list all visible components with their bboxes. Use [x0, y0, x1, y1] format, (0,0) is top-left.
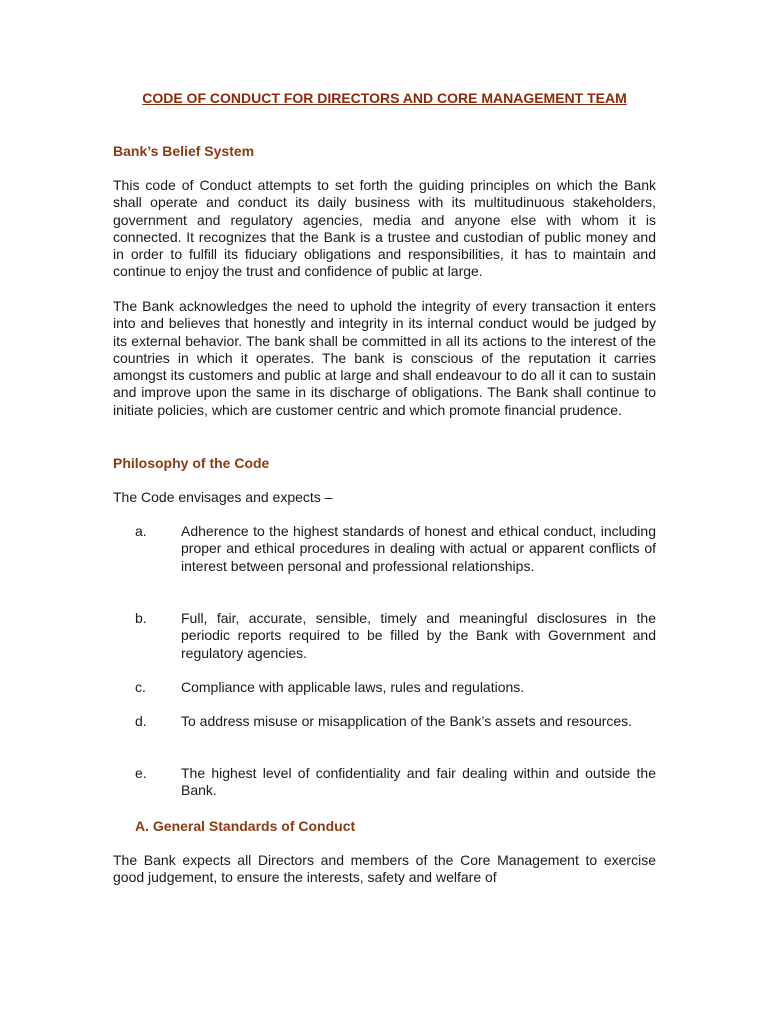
- list-item-letter: c.: [135, 679, 146, 695]
- general-standards-paragraph: The Bank expects all Directors and members of the Core Management to exercise good judgement, to ensure the interests, safety and welfare of: [113, 852, 656, 886]
- list-item-letter: e.: [135, 765, 147, 781]
- list-item-text: To address misuse or misapplication of the Bank’s assets and resources.: [181, 713, 633, 729]
- philosophy-intro: The Code envisages and expects –: [113, 489, 333, 505]
- belief-system-heading: Bank’s Belief System: [113, 143, 255, 159]
- list-item-text: Full, fair, accurate, sensible, timely and meaningful disclosures in the periodic reports required to be filled by the Bank with Government and regulatory agencies.: [181, 610, 656, 661]
- list-item-letter: d.: [135, 713, 147, 729]
- list-item-letter: b.: [135, 610, 147, 626]
- belief-paragraph-1: This code of Conduct attempts to set forth the guiding principles on which the Bank shall operate and conduct its daily business with its multitudinuous stakeholders, government and regulatory agencies, media and anyone else with whom it is connected. It recognizes that the Bank is a trustee and custodian of public money and in order to fulfill its fiduciary obligations and responsibilities, it has to maintain and continue to enjoy the trust and confidence of public at large.: [113, 177, 656, 280]
- list-item-letter: a.: [135, 523, 147, 539]
- list-item-text: Compliance with applicable laws, rules and regulations.: [181, 679, 525, 695]
- philosophy-heading: Philosophy of the Code: [113, 455, 270, 471]
- list-item-text: Adherence to the highest standards of honest and ethical conduct, including proper and ethical procedures in dealing with actual or apparent conflicts of interest between personal and professional relationships.: [181, 523, 656, 574]
- list-item-text: The highest level of confidentiality and fair dealing within and outside the Bank.: [181, 765, 656, 799]
- belief-paragraph-2: The Bank acknowledges the need to uphold the integrity of every transaction it enters into and believes that honestly and integrity in its internal conduct would be judged by its external behavior. The bank shall be committed in all its actions to the interest of the countries in which it operates. The bank is conscious of the reputation it carries amongst its customers and public at large and shall endeavour to do all it can to sustain and improve upon the same in its discharge of obligations. The Bank shall continue to initiate policies, which are customer centric and which promote financial prudence.: [113, 298, 656, 418]
- general-standards-heading: A. General Standards of Conduct: [135, 818, 356, 834]
- document-title: CODE OF CONDUCT FOR DIRECTORS AND CORE MANAGEMENT TEAM: [142, 90, 627, 106]
